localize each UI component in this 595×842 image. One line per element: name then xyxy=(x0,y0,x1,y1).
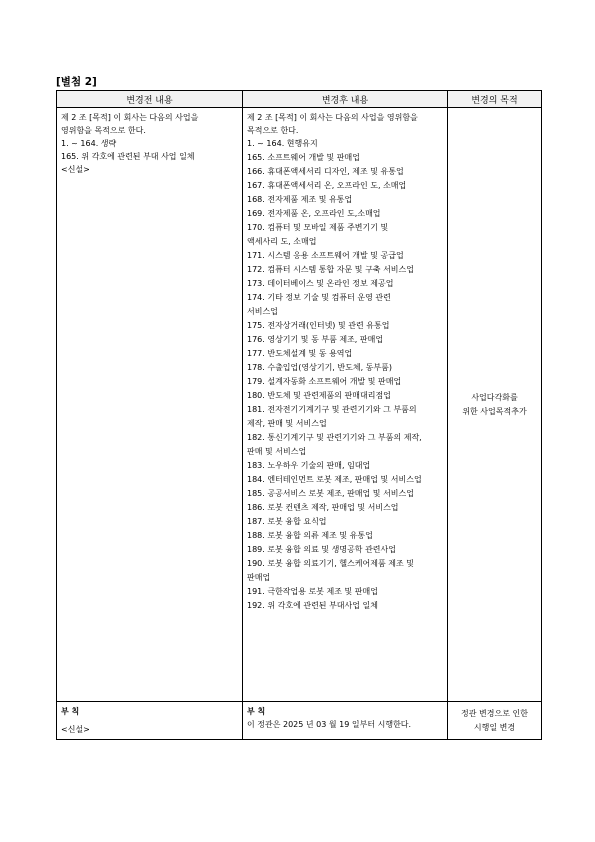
cell-purpose-addenda xyxy=(448,702,542,740)
article-line: 187. 로봇 융합 요식업 xyxy=(247,517,327,526)
addenda-text: <신설> xyxy=(61,725,90,734)
article-line: 176. 영상기기 및 동 부품 제조, 판매업 xyxy=(247,335,384,344)
article-line: 188. 로봇 융합 의류 제조 및 유통업 xyxy=(247,531,373,540)
addenda-heading: 부 칙 xyxy=(61,707,80,716)
articles-amendment-table xyxy=(56,90,542,740)
purpose-line: 정관 변경으로 인한 xyxy=(461,708,528,718)
article-line: 175. 전자상거래(인터넷) 및 관련 유통업 xyxy=(247,321,390,330)
table-row-addenda xyxy=(57,702,542,740)
cell-after-addenda xyxy=(243,702,448,740)
addenda-text: 이 정관은 2025 년 03 월 19 일부터 시행한다. xyxy=(247,720,412,729)
article-line: 165. 소프트웨어 개발 및 판매업 xyxy=(247,153,360,162)
article-line: 191. 극한작업용 로봇 제조 및 판매업 xyxy=(247,587,378,596)
table-header-row xyxy=(57,91,542,108)
cell-before-addenda xyxy=(57,702,243,740)
article-line: 제 2 조 [목적] 이 회사는 다음의 사업을 xyxy=(61,113,199,122)
article-line: 167. 휴대폰액세서리 온, 오프라인 도, 소매업 xyxy=(247,181,407,190)
cell-before-article xyxy=(57,108,243,702)
article-line: 180. 반도체 및 관련제품의 판매대리점업 xyxy=(247,391,391,400)
article-line: 172. 컴퓨터 시스템 통합 자문 및 구축 서비스업 xyxy=(247,265,414,274)
header-after: 변경후 내용 xyxy=(243,91,448,108)
article-line: 189. 로봇 융합 의료 및 생명공학 관련사업 xyxy=(247,545,396,554)
header-before: 변경전 내용 xyxy=(57,91,243,108)
article-line: 178. 수출입업(영상기기, 반도체, 동부품) xyxy=(247,363,392,372)
article-line: 182. 통신기계기구 및 관련기기와 그 부품의 제작, xyxy=(247,433,422,442)
article-line: 173. 데이터베이스 및 온라인 정보 제공업 xyxy=(247,279,394,288)
purpose-line: 사업다각화를 xyxy=(471,392,518,402)
article-line: 1. ~ 164. 현행유지 xyxy=(247,139,318,148)
article-line: 서비스업 xyxy=(247,307,278,316)
article-line: 179. 설계자동화 소프트웨어 개발 및 판매업 xyxy=(247,377,402,386)
article-line: 165. 위 각호에 관련된 부대 사업 일체 xyxy=(61,152,195,161)
article-line: 제작, 판매 및 서비스업 xyxy=(247,419,327,428)
article-line: <신설> xyxy=(61,165,90,174)
article-line: 177. 반도체설계 및 동 용역업 xyxy=(247,349,353,358)
article-line: 171. 시스템 응용 소프트웨어 개발 및 공급업 xyxy=(247,251,404,260)
article-line: 192. 위 각호에 관련된 부대사업 일체 xyxy=(247,601,378,610)
article-line: 169. 전자제품 온, 오프라인 도,소매업 xyxy=(247,209,381,218)
article-line: 184. 엔터테인먼트 로봇 제조, 판매업 및 서비스업 xyxy=(247,475,422,484)
article-line: 174. 기타 정보 기술 및 컴퓨터 운영 관련 xyxy=(247,293,391,302)
purpose-line: 시행일 변경 xyxy=(473,722,516,732)
purpose-line: 위한 사업목적추가 xyxy=(462,406,527,416)
article-line: 183. 노우하우 기술의 판매, 임대업 xyxy=(247,461,371,470)
article-line: 181. 전자전기기계기구 및 관련기기와 그 부품의 xyxy=(247,405,417,414)
article-line: 판매업 xyxy=(247,573,271,582)
cell-purpose-article xyxy=(448,108,542,702)
article-line: 1. ~ 164. 생략 xyxy=(61,139,117,148)
article-line: 170. 컴퓨터 및 모바일 제품 주변기기 및 xyxy=(247,223,389,232)
article-line: 목적으로 한다. xyxy=(247,126,299,135)
article-line: 영위함을 목적으로 한다. xyxy=(61,126,146,135)
article-line: 판매 및 서비스업 xyxy=(247,447,307,456)
addenda-heading: 부 칙 xyxy=(247,707,266,716)
attachment-title: [별첨 2] xyxy=(56,76,97,88)
table-row-purpose-article xyxy=(57,108,542,702)
article-line: 168. 전자제품 제조 및 유통업 xyxy=(247,195,353,204)
article-line: 액세사리 도, 소매업 xyxy=(247,237,317,246)
article-line: 제 2 조 [목적] 이 회사는 다음의 사업을 영위함을 xyxy=(247,113,418,122)
article-line: 166. 휴대폰액세서리 디자인, 제조 및 유통업 xyxy=(247,167,404,176)
cell-after-article xyxy=(243,108,448,702)
header-purpose: 변경의 목적 xyxy=(448,91,542,108)
article-line: 186. 로봇 컨텐츠 제작, 판매업 및 서비스업 xyxy=(247,503,399,512)
article-line: 190. 로봇 융합 의료기기, 헬스케어제품 제조 및 xyxy=(247,559,414,568)
article-line: 185. 공공서비스 로봇 제조, 판매업 및 서비스업 xyxy=(247,489,414,498)
